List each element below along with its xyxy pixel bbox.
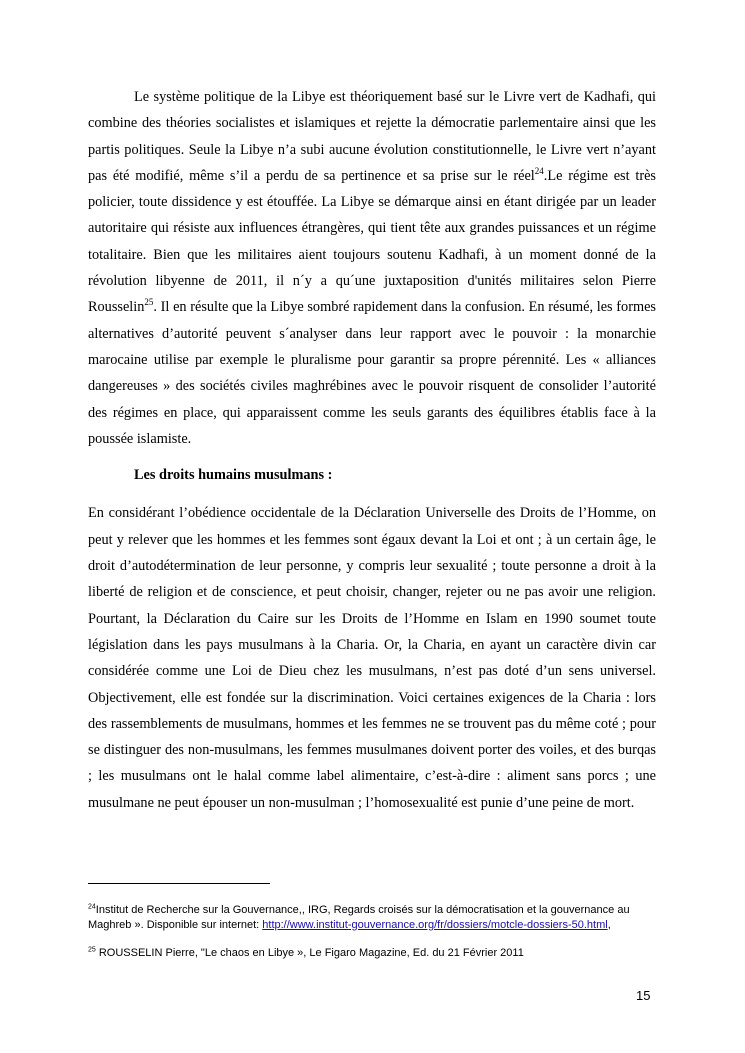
footnote-ref-25[interactable]: 25 [144, 297, 154, 308]
footnotes [88, 903, 658, 975]
paragraph-human-rights: En considérant l’obédience occidentale de la Déclaration Universelle des Droits de l’Homme, on peut y relever que les hommes et les femmes sont égaux devant la Loi et ont ; à un certain âge, le droit d’autodétermination de leur personne, y compris leur sexualité ; toute personne a droit à la liberté de religion et de conscience, et peut choisir, changer, rejeter ou ne pas avoir une religion. Pourtant, la Déclaration du Caire sur les Droits de l’Homme en Islam en 1990 soumet toute législation dans les pays musulmans à la Charia. Or, la Charia, en ayant un caractère divin car considérée comme une Loi de Dieu chez les musulmans, n’est pas doté d’un sens universel. Objectivement, elle est fondée sur la discrimination. Voici certaines exigences de la Charia : lors des rassemblements de musulmans, hommes et les femmes ne se trouvent pas du même coté ; pour se distinguer des non-musulmans, les femmes musulmanes doivent porter des voiles, et des burqas ; les musulmans ont le halal comme label alimentaire, c’est-à-dire : aliment sans porcs ; une musulmane ne peut épouser un non-musulman ; l’homosexualité est punie d’une peine de mort. [88, 505, 656, 811]
footnote-text: ROUSSELIN Pierre, "Le chaos en Libye », Le Figaro Magazine, Ed. du 21 Février 2011 [95, 947, 524, 959]
footnote-24 [88, 903, 658, 932]
footnote-number: 24 [88, 903, 96, 911]
footnote-ref-24[interactable]: 24 [534, 166, 544, 177]
paragraph-text: Le système politique de la Libye est théoriquement basé sur le Livre vert de Kadhafi, qui combine des théories socialistes et islamiques et rejette la démocratie parlementaire ainsi que les partis politiques. Seule la Libye n’a subi aucune évolution constitutionnelle, le Livre vert n’ayant pas été modifié, même s’il a perdu de sa pertinence et sa prise sur le réel [88, 89, 656, 184]
footnote-link[interactable]: http://www.institut-gouvernance.org/fr/dossiers/motcle-dossiers-50.html [262, 918, 608, 931]
document-page [88, 84, 656, 816]
footnote-25 [88, 946, 658, 961]
page-number: 15 [636, 988, 651, 1003]
paragraph-text: .Le régime est très policier, toute dissidence y est étouffée. La Libye se démarque ainsi en étant dirigée par un leader autoritaire qui résiste aux influences étrangères, qui tient tête aux grandes puissances et un régime totalitaire. Bien que les militaires aient toujours soutenu Kadhafi, à un moment donné de la révolution libyenne de 2011, il n´y a qu´une juxtaposition d'unités militaires selon Pierre Rousselin [88, 167, 656, 316]
footnote-text: Institut de Recherche sur la Gouvernance,, IRG, Regards croisés sur la démocratisation et la gouvernance au Maghreb ». Disponible sur internet: [88, 904, 630, 931]
footnote-text-end: , [607, 918, 611, 931]
footnote-number: 25 [88, 946, 96, 954]
paragraph-libya-politics [88, 84, 656, 452]
footnote-separator [88, 883, 270, 884]
paragraph-text: . Il en résulte que la Libye sombré rapidement dans la confusion. En résumé, les formes alternatives d’autorité peuvent s´analyser dans leur rapport avec le pouvoir : la monarchie marocaine utilise par exemple le pluralisme pour garantir sa propre pérennité. Les « alliances dangereuses » des sociétés civiles maghrébines avec le pouvoir risquent de consolider l’autorité des régimes en place, qui apparaissent comme les seuls garants des équilibres établis face à la poussée islamiste. [88, 299, 656, 447]
section-heading: Les droits humains musulmans : [134, 467, 333, 484]
